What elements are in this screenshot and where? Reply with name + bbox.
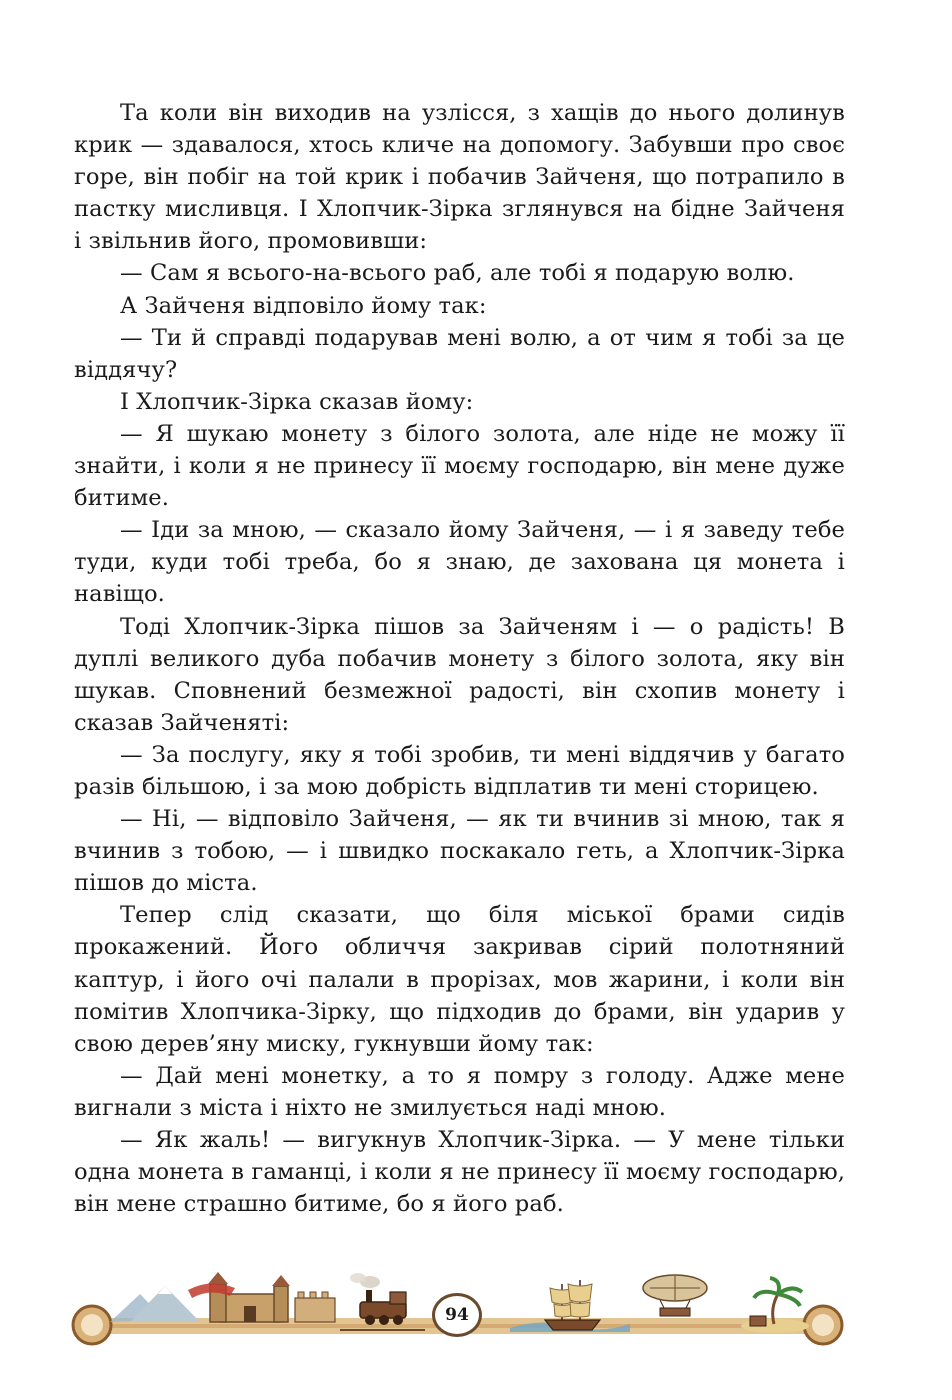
paragraph: — Дай мені монетку, а то я помру з голоду. Адже мене вигнали з міста і ніхто не змилується наді мною. bbox=[74, 1062, 845, 1121]
paragraph: — Як жаль! — вигукнув Хлопчик-Зірка. — У мене тільки одна монета в гаманці, і коли я не принесу її моєму господарю, він мене страшно битиме, бо я його раб. bbox=[74, 1127, 845, 1218]
paragraph: — Ні, — відповіло Зайченя, — як ти вчинив зі мною, так я вчинив з тобою, — і швидко поскакало геть, а Хлопчик-Зірка пішов до міста. bbox=[74, 806, 845, 897]
sailing-ship-icon bbox=[545, 1280, 600, 1330]
paragraph: І Хлопчик-Зірка сказав йому: bbox=[120, 388, 474, 415]
castle-icon bbox=[208, 1272, 335, 1322]
paragraph: — Іди за мною, — сказало йому Зайченя, — і я заведу тебе туди, куди тобі треба, бо я знаю, де захована ця монета і навіщо. bbox=[74, 517, 845, 608]
paragraph: — Я шукаю монету з білого золота, але ніде не можу її знайти, і коли я не принесу її моєму господарю, він мене дуже битиме. bbox=[74, 420, 845, 512]
paragraph: Тоді Хлопчик-Зірка пішов за Зайченям і — о радість! В дуплі великого дуба побачив монету з білого золота, яку він шукав. Сповнений безмежної радості, він схопив монету і сказав Зайченяті: bbox=[74, 613, 845, 736]
paragraph: — Ти й справді подарував мені волю, а от чим я тобі за це віддячу? bbox=[74, 324, 845, 383]
paragraph: — За послугу, яку я тобі зробив, ти мені віддячив у багато разів більшою, і за мою добрість відплатив ти мені сторицею. bbox=[74, 741, 845, 800]
train-icon bbox=[350, 1273, 406, 1325]
palm-island-icon bbox=[741, 1278, 809, 1333]
decorative-footer bbox=[70, 1272, 845, 1352]
paragraph: — Сам я всього-на-всього раб, але тобі я подарую волю. bbox=[120, 260, 795, 287]
airship-icon bbox=[643, 1275, 707, 1316]
paragraph: А Зайченя відповіло йому так: bbox=[120, 292, 487, 319]
paragraph: Та коли він виходив на узлісся, з хащів до нього долинув крик — здавалося, хтось кличе на допомогу. Забувши про своє горе, він побіг на той крик і побачив Зайченя, що потрапило в пастку мисливця. І Хлопчик-Зірка зглянувся на бідне Зайченя і звільнив його, промовивши: bbox=[74, 100, 845, 255]
page-number: 94 bbox=[432, 1293, 482, 1337]
paragraph: Тепер слід сказати, що біля міської брами сидів прокажений. Його обличчя закривав сірий полотняний каптур, і його очі палали в прорізах, мов жарини, і коли він помітив Хлопчика-Зірку, що підходив до брами, він ударив у свою дерев’яну миску, гукнувши йому так: bbox=[74, 902, 845, 1057]
page-body-text bbox=[74, 97, 845, 1220]
